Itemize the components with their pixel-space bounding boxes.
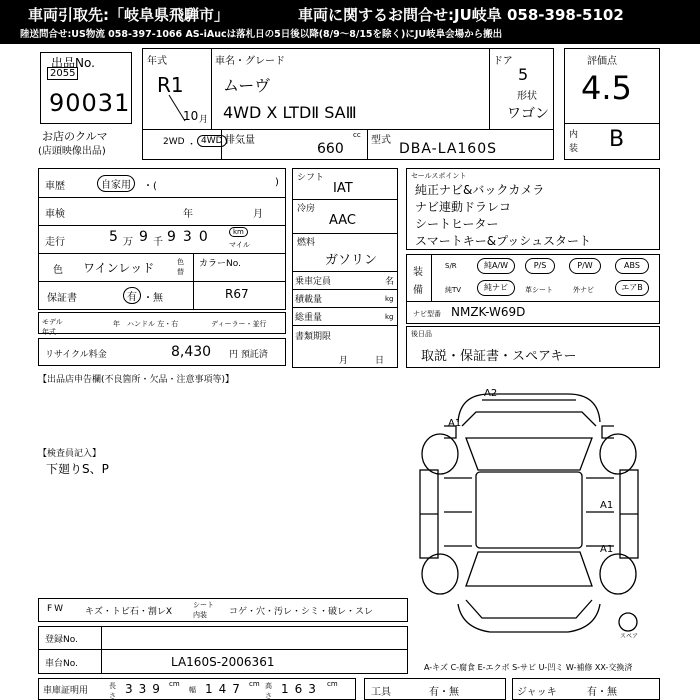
ac-label: 冷房 bbox=[297, 204, 316, 214]
sales-point-1: 純正ナビ&バックカメラ bbox=[415, 183, 545, 197]
tools-label: 工具 bbox=[371, 687, 391, 698]
spec-box bbox=[292, 168, 398, 368]
cert-width-unit: cm bbox=[249, 680, 260, 688]
cert-width-label: 幅 bbox=[189, 686, 196, 694]
model-year-unit: 年 bbox=[113, 320, 120, 328]
car-diagram bbox=[400, 382, 658, 644]
jack-box bbox=[512, 678, 660, 700]
mileage-mile: マイル bbox=[229, 241, 250, 249]
registration-box bbox=[38, 626, 408, 674]
header-bar bbox=[0, 0, 700, 44]
shape-label: 形状 bbox=[517, 91, 537, 102]
year-value: R1 bbox=[157, 73, 184, 97]
load-unit: kg bbox=[385, 295, 394, 303]
cc-unit: cc bbox=[353, 131, 361, 139]
seller-notes-label: 【出品店申告欄(不良箇所・欠品・注意事項等)】 bbox=[38, 375, 235, 385]
warranty-label: 保証書 bbox=[47, 293, 77, 304]
condition-row bbox=[38, 598, 408, 622]
cert-height: 163 bbox=[281, 682, 322, 696]
door-label: ドア bbox=[493, 56, 513, 67]
equip-tv: 純TV bbox=[445, 286, 462, 294]
sales-point-2: ナビ連動ドラレコ bbox=[415, 200, 512, 214]
car-box: 年式 R1 10 月 車名・グレード ムーヴ 4WD X LTDⅡ SAⅢ ドア 5 形状 ワゴン 2WD ・ 4WD 排気量 cc 660 型式 DBA-LA160S bbox=[142, 48, 554, 160]
interior-label1: 内 bbox=[569, 130, 579, 140]
navi-label: ナビ型番 bbox=[413, 310, 441, 318]
equip-navi: 純ナビ bbox=[477, 280, 515, 296]
color-no-value: R67 bbox=[225, 287, 249, 301]
color-value: ワインレッド bbox=[83, 261, 155, 275]
inspection-year: 年 bbox=[183, 209, 193, 220]
mark-a1-front: A1 bbox=[448, 418, 462, 429]
posterior-box bbox=[406, 326, 660, 368]
capacity-label: 乗車定員 bbox=[295, 277, 332, 287]
mileage-km: km bbox=[229, 227, 248, 237]
inspector-label: 【検査員記入】 bbox=[38, 449, 102, 459]
reg-label: 登録No. bbox=[45, 635, 78, 645]
lot-box bbox=[40, 52, 132, 124]
year-label: 年式 bbox=[147, 56, 167, 67]
fuel-value: ガソリン bbox=[325, 253, 378, 268]
seat-items: コゲ・穴・汚レ・シミ・破レ・スレ bbox=[229, 607, 374, 617]
tools-box bbox=[364, 678, 506, 700]
jack-label: ジャッキ bbox=[517, 687, 557, 698]
cert-height-label: 高さ bbox=[265, 682, 272, 700]
docs-day: 日 bbox=[375, 356, 385, 366]
sales-point-4: スマートキー&プッシュスタート bbox=[415, 234, 592, 248]
equipment-label2: 備 bbox=[413, 285, 423, 296]
equip-ext-navi: 外ナビ bbox=[573, 286, 594, 294]
lot-label: 出品No. bbox=[51, 56, 95, 70]
gross-label: 総重量 bbox=[295, 313, 323, 323]
cc-value: 660 bbox=[317, 141, 344, 157]
fuel-label: 燃料 bbox=[297, 238, 316, 248]
lot-number: 90031 bbox=[49, 89, 131, 117]
warranty-no: ・無 bbox=[143, 293, 163, 304]
car-grade: 4WD X LTDⅡ SAⅢ bbox=[223, 103, 357, 122]
equip-sr: S/R bbox=[445, 262, 457, 270]
seat-label2: 内装 bbox=[193, 611, 207, 619]
tools-value: 有・無 bbox=[429, 687, 459, 698]
header-pickup: 車両引取先:「岐阜県飛騨市」 bbox=[28, 6, 229, 24]
jack-value: 有・無 bbox=[587, 687, 617, 698]
model-year-label: モデル年式 bbox=[42, 318, 63, 336]
repaint-2: 替 bbox=[177, 268, 184, 276]
mark-a1-right-door: A1 bbox=[600, 500, 614, 511]
inspector-value: 下廻りS、P bbox=[46, 462, 109, 476]
ac-value: AAC bbox=[329, 213, 356, 228]
equip-pw: P/W bbox=[569, 258, 601, 274]
interior-label2: 装 bbox=[569, 144, 579, 154]
shop-line2: (店頭映像出品) bbox=[38, 146, 106, 157]
fw-label: FW bbox=[47, 604, 66, 614]
history-box bbox=[38, 168, 286, 310]
cert-label: 車庫証明用 bbox=[43, 686, 89, 696]
handle-label: ハンドル 左・右 bbox=[127, 320, 179, 328]
door-value: 5 bbox=[518, 65, 529, 84]
drive-2wd: 2WD bbox=[163, 137, 185, 147]
docs-month: 月 bbox=[339, 356, 349, 366]
chassis-value: LA160S-2006361 bbox=[171, 655, 275, 669]
lot-sub: 2055 bbox=[47, 67, 78, 80]
recycle-value: 8,430 bbox=[171, 344, 212, 360]
cert-length-label: 長さ bbox=[109, 682, 116, 700]
mark-a2: A2 bbox=[484, 388, 498, 399]
drive-4wd: 4WD bbox=[197, 135, 227, 147]
score-label: 評価点 bbox=[587, 56, 617, 67]
fw-items: キズ・トビ石・割レX bbox=[85, 607, 172, 617]
equip-alloy: 純A/W bbox=[477, 258, 515, 274]
recycle-label: リサイクル料金 bbox=[45, 350, 107, 360]
history-label: 車歴 bbox=[45, 181, 65, 192]
history-rest: ・( bbox=[143, 181, 157, 192]
cert-width: 147 bbox=[205, 682, 246, 696]
gross-unit: kg bbox=[385, 313, 394, 321]
history-value: 自家用 bbox=[97, 175, 135, 192]
inspection-label: 車検 bbox=[45, 209, 65, 220]
car-name: ムーヴ bbox=[223, 76, 271, 95]
shape-value: ワゴン bbox=[507, 106, 549, 122]
month-value: 10 bbox=[183, 109, 199, 123]
mileage-sen: 9 bbox=[139, 229, 148, 245]
warranty-yes: 有 bbox=[123, 287, 141, 304]
recycle-unit: 円 預託済 bbox=[229, 350, 268, 360]
capacity-unit: 名 bbox=[385, 277, 395, 287]
shift-value: IAT bbox=[333, 181, 353, 196]
history-close: ) bbox=[275, 177, 279, 188]
equipment-label1: 装 bbox=[413, 267, 423, 278]
color-no-label: カラーNo. bbox=[199, 259, 241, 269]
equip-airbag: エアB bbox=[615, 280, 649, 296]
inspection-month: 月 bbox=[253, 209, 263, 220]
name-label: 車名・グレード bbox=[215, 56, 285, 67]
shop-line1: お店のクルマ bbox=[42, 130, 108, 143]
damage-legend: A-キズ C-腐食 E-エクボ S-サビ U-凹ミ W-補修 XX-交換済 bbox=[424, 663, 633, 672]
load-label: 積載量 bbox=[295, 295, 323, 305]
equip-ps: P/S bbox=[525, 258, 555, 274]
header-transport: 陸送問合せ:US物流 058-397-1066 AS-iAucは落札日の5日後以降(8/9〜8/15を除く)にJU岐阜会場から搬出 bbox=[20, 29, 503, 40]
docs-label: 書類期限 bbox=[295, 332, 332, 342]
model-year-row bbox=[38, 312, 286, 334]
model-label: 型式 bbox=[371, 135, 391, 146]
month-slash bbox=[163, 93, 203, 123]
model-value: DBA-LA160S bbox=[399, 141, 498, 157]
mileage-man: 5 bbox=[109, 229, 118, 245]
cert-height-unit: cm bbox=[327, 680, 338, 688]
cert-length: 339 bbox=[125, 682, 166, 696]
mileage-man-unit: 万 bbox=[123, 237, 133, 248]
month-unit: 月 bbox=[199, 115, 209, 125]
posterior-label: 後日品 bbox=[411, 330, 432, 338]
shift-label: シフト bbox=[297, 173, 325, 183]
color-label: 色 bbox=[53, 265, 63, 276]
equipment-box bbox=[406, 254, 660, 324]
mileage-rest: 930 bbox=[167, 229, 215, 245]
header-contact: 車両に関するお問合せ:JU岐阜 058-398-5102 bbox=[298, 6, 624, 24]
equip-abs: ABS bbox=[615, 258, 649, 274]
navi-value: NMZK-W69D bbox=[451, 305, 526, 319]
cert-length-unit: cm bbox=[169, 680, 180, 688]
sales-point-3: シートヒーター bbox=[415, 217, 499, 231]
equip-leather: 革シート bbox=[525, 286, 553, 294]
recycle-row bbox=[38, 338, 286, 366]
mileage-label: 走行 bbox=[45, 237, 65, 248]
spare-label: スペア bbox=[620, 633, 639, 640]
sales-points-label: セールスポイント bbox=[411, 172, 467, 180]
mileage-sen-unit: 千 bbox=[153, 237, 163, 248]
seat-label1: シート bbox=[193, 601, 214, 609]
repaint-1: 色 bbox=[177, 258, 184, 266]
score-box bbox=[564, 48, 660, 160]
score-value: 4.5 bbox=[581, 69, 632, 107]
cc-label: 排気量 bbox=[225, 135, 255, 146]
sales-points-box bbox=[406, 168, 660, 250]
chassis-label: 車台No. bbox=[45, 659, 78, 669]
dealer-label: ディーラー・並行 bbox=[211, 320, 267, 328]
posterior-value: 取説・保証書・スペアキー bbox=[421, 349, 577, 364]
cert-row bbox=[38, 678, 356, 700]
mark-a1-right-rear: A1 bbox=[600, 544, 614, 555]
interior-value: B bbox=[609, 127, 625, 152]
